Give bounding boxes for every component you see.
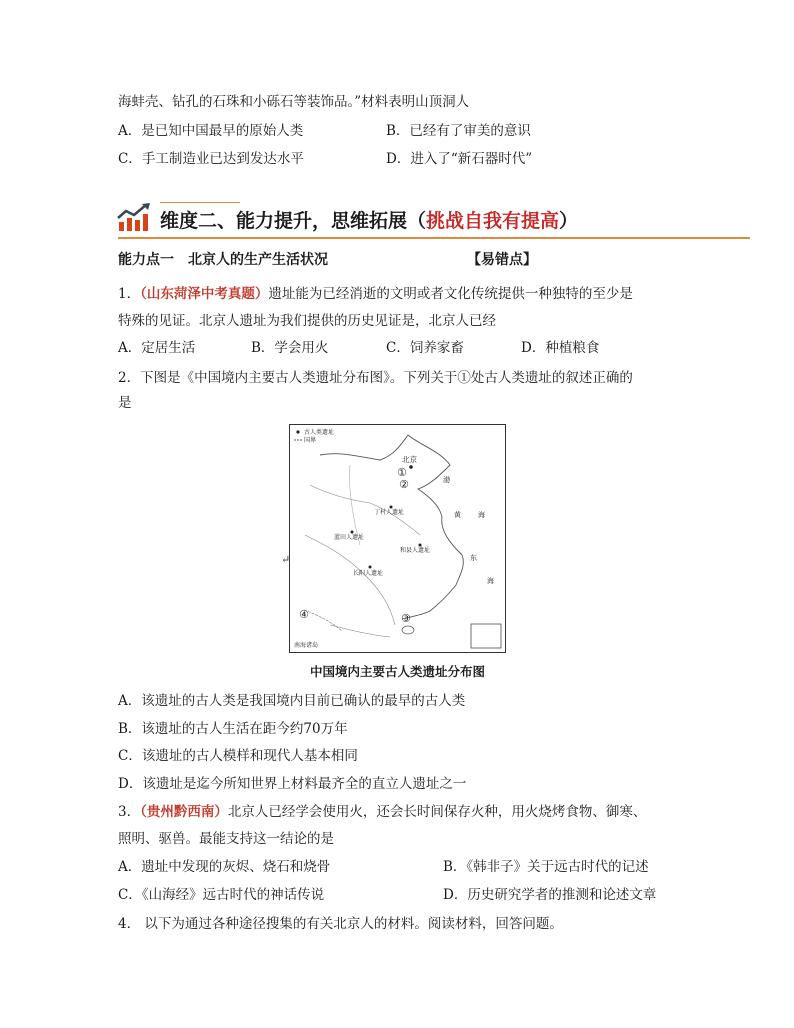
site-marker-1: ① [397, 466, 407, 479]
q1-option-c: C．饲养家畜 [386, 340, 464, 356]
section-title-main: 维度二、能力提升，思维拓展（ [160, 210, 427, 232]
option-b: B．已经有了审美的意识 [386, 123, 531, 139]
q2-option-c: C．该遗址的古人模样和现代人基本相同 [118, 748, 358, 764]
site-marker-3: ③ [401, 612, 411, 625]
map-legend [294, 428, 334, 444]
section-rule-top [160, 202, 240, 203]
question-4: 4． 以下为通过各种途径搜集的有关北京人的材料。阅读材料，回答问题。 [118, 916, 563, 932]
site-lantian: 蓝田人遗址 [334, 534, 365, 541]
city-beijing: 北京 [402, 455, 417, 464]
question-2-line1: 2．下图是《中国境内主要古人类遗址分布图》。下列关于①处古人类遗址的叙述正确的 [118, 370, 633, 386]
question-1-line2: 特殊的见证。北京人遗址为我们提供的历史见证是，北京人已经 [118, 313, 496, 329]
legend-border-label: 国界 [304, 437, 317, 444]
option-d: D．进入了“新石器时代” [386, 151, 533, 167]
q1-option-a: A．定居生活 [118, 340, 196, 356]
q2-option-b: B．该遗址的古人生活在距今约70万年 [118, 721, 348, 737]
q1-option-b: B．学会用火 [251, 340, 329, 356]
question-3-line1 [118, 803, 646, 821]
section-title [160, 206, 578, 233]
question-1-text: 遗址能为已经消逝的文明或者文化传统提供一种独特的至少是 [268, 286, 633, 302]
question-3-text: 北京人已经学会使用火，还会长时间保存火种，用火烧烤食物、御寒、 [227, 804, 647, 820]
site-hexian: 和县人遗址 [400, 547, 431, 554]
question-1-source: （山东菏泽中考真题） [140, 286, 269, 302]
question-3-source: （贵州黔西南） [140, 804, 228, 820]
return-mark-icon: ↵ [281, 553, 291, 566]
site-marker-2: ② [399, 478, 409, 491]
sea-bo: 渤 [443, 476, 450, 484]
map-caption: 中国境内主要古人类遗址分布图 [309, 664, 485, 679]
question-1-number: 1． [118, 286, 141, 302]
ability-point-tag: 【易错点】 [467, 252, 537, 268]
site-dingcun: 丁村人遗址 [374, 509, 405, 516]
trend-chart-icon [116, 202, 154, 232]
option-a: A．是已知中国最早的原始人类 [118, 123, 304, 139]
section-title-highlight: 挑战自我有提高 [426, 210, 560, 232]
china-map [289, 424, 506, 653]
site-marker-4: ④ [299, 608, 309, 621]
q3-option-a: A．遗址中发现的灰烬、烧石和烧骨 [118, 859, 331, 875]
ability-point-label: 能力点一 北京人的生产生活状况 [118, 252, 328, 268]
sea-huang: 黄 [454, 511, 461, 519]
sea-hai-2: 海 [487, 577, 494, 585]
section-title-end: ） [559, 210, 579, 232]
question-2-line2: 是 [118, 395, 132, 411]
q2-option-d: D．该遗址是迄今所知世界上材料最齐全的直立人遗址之一 [118, 776, 467, 792]
question-1-line1 [118, 285, 633, 303]
site-changyang: 长阳人遗址 [353, 570, 384, 577]
question-3-line2: 照明、驱兽。最能支持这一结论的是 [118, 831, 334, 847]
option-c: C．手工制造业已达到发达水平 [118, 151, 304, 167]
q3-option-d: D．历史研究学者的推测和论述文章 [443, 887, 657, 903]
q1-option-d: D．种植粮食 [521, 340, 600, 356]
question-3-number: 3． [118, 804, 141, 820]
sea-dong: 东 [470, 554, 477, 562]
intro-text: 海蚌壳、钻孔的石珠和小砾石等装饰品。”材料表明山顶洞人 [118, 94, 470, 110]
q2-option-a: A．该遗址的古人类是我国境内目前已确认的最早的古人类 [118, 693, 466, 709]
q3-option-c: C．《山海经》远古时代的神话传说 [118, 887, 325, 903]
inset-note: 南海诸岛 [294, 642, 319, 649]
section-rule [118, 237, 750, 239]
sea-hai-1: 海 [478, 511, 485, 519]
q3-option-b: B．《韩非子》关于远古时代的记述 [443, 859, 649, 875]
legend-site-label: 古人类遗址 [304, 429, 335, 436]
